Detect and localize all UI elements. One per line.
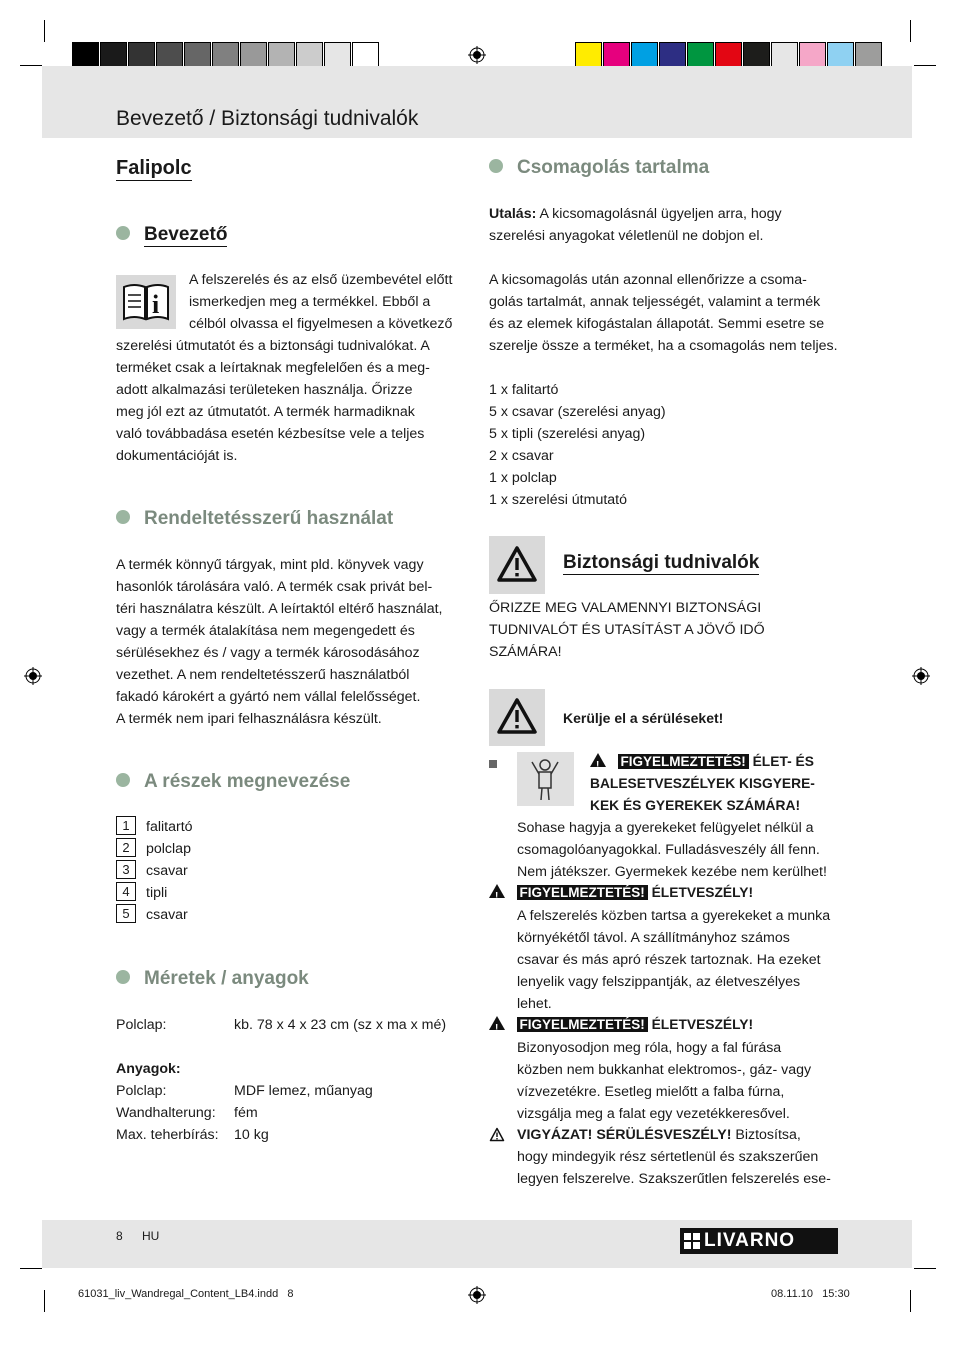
- brand-mark-icon: [684, 1233, 700, 1249]
- package-note: Utalás: A kicsomagolásnál ügyeljen arra, hogy szerelési anyagokat véletlenül ne dobjon el.: [489, 206, 782, 244]
- child-icon: [517, 752, 574, 806]
- warning-triangle-icon: [489, 1016, 505, 1030]
- safety-keep-text: ŐRIZZE MEG VALAMENNYI BIZTONSÁGI TUDNIVALÓT ÉS UTASÍTÁST A JÖVŐ IDŐ SZÁMÁRA!: [489, 600, 765, 660]
- parts-item: 5 csavar: [116, 904, 188, 926]
- color-swatch: [212, 42, 239, 69]
- bullet-dot: [116, 773, 130, 787]
- warning-icon: [489, 536, 545, 594]
- print-date: 08.11.10 15:30: [771, 1288, 850, 1300]
- caution-triangle-icon: [489, 1127, 505, 1142]
- svg-text:i: i: [152, 290, 160, 319]
- crop-mark: [20, 1268, 42, 1269]
- info-icon: [116, 275, 176, 329]
- intro-text: szerelési útmutatót és a biztonsági tudnivalókat. A terméket csak a leírtaknak megfelelően és a meg- adott alkalmazási területeken használja. Őrizze meg jól ezt az útmutatót. A termék harmadiknak való továbbadása esetén kézbesítse vele a teljes dokumentációját is.: [116, 338, 430, 464]
- color-swatch: [72, 42, 99, 69]
- parts-item: 2 polclap: [116, 838, 191, 860]
- crop-mark: [910, 20, 911, 42]
- registration-mark-icon: [468, 1286, 486, 1304]
- language-code: HU: [142, 1229, 160, 1243]
- registration-mark-icon: [912, 667, 930, 685]
- registration-mark-icon: [468, 46, 486, 64]
- polclap-label: Polclap:: [116, 1017, 167, 1033]
- intro-heading: Bevezető: [116, 224, 227, 246]
- bullet-dot: [116, 510, 130, 524]
- page-number: 8: [116, 1229, 123, 1243]
- material-label: Wandhalterung:: [116, 1105, 216, 1121]
- page-title: Bevezető / Biztonsági tudnivalók: [116, 107, 419, 130]
- warning-triangle-icon: [489, 884, 505, 898]
- color-swatch: [156, 42, 183, 69]
- color-swatch: [827, 42, 854, 69]
- color-swatch: [352, 42, 379, 69]
- color-swatch: [240, 42, 267, 69]
- list-item: 1 x szerelési útmutató: [489, 492, 627, 508]
- registration-mark-icon: [24, 667, 42, 685]
- file-info: 61031_liv_Wandregal_Content_LB4.indd 8: [78, 1288, 294, 1300]
- avoid-injury-text: Kerülje el a sérüléseket!: [563, 710, 724, 726]
- color-swatch: [575, 42, 602, 69]
- intended-use-text: A termék könnyű tárgyak, mint pld. könyvek vagy hasonlók tárolására való. A termék csak privát bel- téri használatra készült. A leírtaktól eltérő használat, vagy a termék átalakítása nem megengedett és sérülésekhez és / vagy a termék károsodásához vezethet. A nem rendeltetésszerű használatból fakadó károkért a gyártó nem vállal felelősséget. A termék nem ipari felhasználásra készült.: [116, 557, 443, 727]
- warning-icon: [489, 689, 545, 746]
- material-value: MDF lemez, műanyag: [234, 1083, 373, 1099]
- warning-triangle-icon: [590, 753, 606, 767]
- color-swatch: [687, 42, 714, 69]
- color-swatch: [324, 42, 351, 69]
- parts-item: 3 csavar: [116, 860, 188, 882]
- material-label: Max. teherbírás:: [116, 1127, 219, 1143]
- product-title: Falipolc: [116, 157, 192, 179]
- color-swatch: [715, 42, 742, 69]
- list-item: 5 x csavar (szerelési anyag): [489, 404, 666, 420]
- color-swatch: [268, 42, 295, 69]
- warning-2-title: ! FIGYELMEZTETÉS! ÉLETVESZÉLY!: [489, 882, 753, 904]
- crop-mark: [910, 1290, 911, 1312]
- dimensions-heading: Méretek / anyagok: [116, 968, 309, 990]
- list-bullet: [489, 760, 497, 768]
- color-swatch: [771, 42, 798, 69]
- intro-text-top: A felszerelés és az első üzembevétel előtt ismerkedjen meg a termékkel. Ebből a célból olvassa el figyelmesen a következő: [189, 272, 453, 332]
- crop-mark: [914, 1268, 936, 1269]
- color-swatch: [128, 42, 155, 69]
- color-swatch: [184, 42, 211, 69]
- color-swatch: [603, 42, 630, 69]
- warning-1-body: Sohase hagyja a gyerekeket felügyelet nélkül a csomagolóanyagokkal. Fulladásveszély áll fenn. Nem játékszer. Gyermekek kezébe nem kerülhet!: [517, 820, 827, 880]
- color-swatch: [855, 42, 882, 69]
- materials-heading: Anyagok:: [116, 1061, 181, 1077]
- package-heading: Csomagolás tartalma: [489, 157, 709, 179]
- bullet-dot: [116, 226, 130, 240]
- warning-3-title: ! FIGYELMEZTETÉS! ÉLETVESZÉLY!: [489, 1014, 753, 1036]
- color-swatch: [100, 42, 127, 69]
- safety-heading: Biztonsági tudnivalók: [563, 552, 760, 573]
- material-value: 10 kg: [234, 1127, 269, 1143]
- parts-item: 4 tipli: [116, 882, 167, 904]
- list-item: 2 x csavar: [489, 448, 554, 464]
- caution-text: VIGYÁZAT! SÉRÜLÉSVESZÉLY! Biztosítsa, hogy mindegyik rész sértetlenül és szakszerűen legyen felszerelve. Szakszerűtlen felszerelés ese-: [517, 1127, 831, 1187]
- package-check-text: A kicsomagolás után azonnal ellenőrizze a csoma- golás tartalmát, annak teljességét, valamint a termék és az elemek kifogástalan állapotát. Semmi esetre se szerelje össze a terméket, ha a csomagolás nem teljes.: [489, 272, 838, 354]
- color-swatch: [743, 42, 770, 69]
- intended-use-heading: Rendeltetésszerű használat: [116, 508, 393, 530]
- list-item: 1 x polclap: [489, 470, 557, 486]
- bullet-dot: [116, 970, 130, 984]
- crop-mark: [20, 65, 42, 66]
- material-label: Polclap:: [116, 1083, 167, 1099]
- package-items: [489, 379, 666, 511]
- crop-mark: [44, 20, 45, 42]
- list-item: 1 x falitartó: [489, 382, 559, 398]
- warning-1-title: ! FIGYELMEZTETÉS! ÉLET- ÉS BALESETVESZÉLYEK KISGYERE- KEK ÉS GYEREKEK SZÁMÁRA!: [590, 751, 815, 817]
- bullet-dot: [489, 159, 503, 173]
- polclap-value: kb. 78 x 4 x 23 cm (sz x ma x mé): [234, 1017, 447, 1033]
- color-swatch: [799, 42, 826, 69]
- brand-name: LIVARNO: [704, 1230, 796, 1251]
- parts-item: 1 falitartó: [116, 816, 193, 838]
- crop-mark: [914, 65, 936, 66]
- color-swatch: [296, 42, 323, 69]
- parts-heading: A részek megnevezése: [116, 771, 350, 793]
- material-value: fém: [234, 1105, 258, 1121]
- brand-logo: [680, 1228, 838, 1254]
- list-item: 5 x tipli (szerelési anyag): [489, 426, 646, 442]
- warning-3-body: Bizonyosodjon meg róla, hogy a fal fúrása közben nem bukkanhat elektromos-, gáz- vagy vízvezetékre. Esetleg mielőtt a falba fúrna, vizsgálja meg a falat egy vezetékkeresővel.: [517, 1040, 812, 1122]
- crop-mark: [44, 1290, 45, 1312]
- color-swatch: [631, 42, 658, 69]
- color-swatch: [659, 42, 686, 69]
- warning-2-body: A felszerelés közben tartsa a gyerekeket a munka környékétől távol. A szállítmányhoz számos csavar és más apró részek tartoznak. Ha ezeket lenyelik vagy felszippantják, az életveszélyes lehet.: [517, 908, 831, 1012]
